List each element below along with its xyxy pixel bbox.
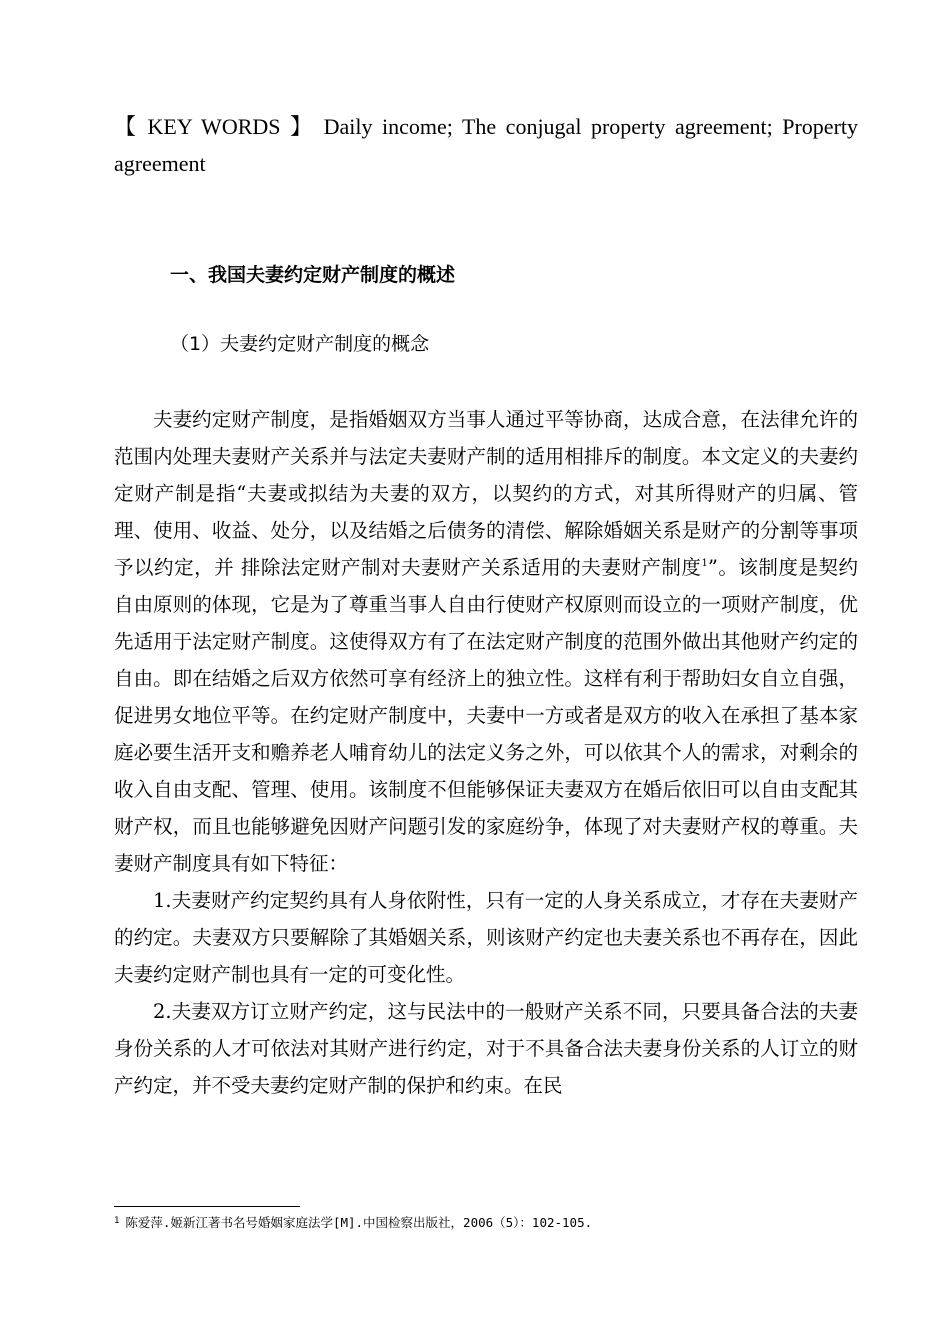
paragraph-definition [114, 401, 858, 882]
keywords-label: 【 KEY WORDS 】 [114, 114, 315, 139]
keywords-text: Daily income; The conjugal property agreement; Property agreement [114, 114, 859, 176]
paragraph-definition-part2: ”。该制度是契约自由原则的体现，它是为了尊重当事人自由行使财产权原则而设立的一项财产制度，优先适用于法定财产制度。这使得双方有了在法定财产制度的范围外做出其他财产约定的自由。即在结婚之后双方依然可享有经济上的独立性。这样有利于帮助妇女自立自强，促进男女地位平等。在约定财产制度中，夫妻中一方或者是双方的收入在承担了基本家庭必要生活开支和赡养老人哺育幼儿的法定义务之外，可以依其个人的需求，对剩余的收入自由支配、管理、使用。该制度不但能够保证夫妻双方在婚后依旧可以自由支配其财产权，而且也能够避免因财产问题引发的家庭纷争，体现了对夫妻财产权的尊重。夫妻财产制度具有如下特征： [114, 556, 858, 875]
paragraph-feature-1: 1.夫妻财产约定契约具有人身依附性，只有一定的人身关系成立，才存在夫妻财产的约定。夫妻双方只要解除了其婚姻关系，则该财产约定也夫妻关系也不再存在，因此夫妻约定财产制也具有一定的可变化性。 [114, 889, 858, 986]
footnote-reference[interactable]: 1 [701, 558, 708, 569]
paragraph-definition-part1: 夫妻约定财产制度，是指婚姻双方当事人通过平等协商，达成合意，在法律允许的范围内处理夫妻财产关系并与法定夫妻财产制的适用相排斥的制度。本文定义的夫妻约定财产制是指“夫妻或拟结为夫妻的双方，以契约的方式，对其所得财产的归属、管理、使用、收益、处分，以及结婚之后债务的清偿、解除婚姻关系是财产的分割等事项予以约定，并 排除法定财产制对夫妻财产关系适用的夫妻财产制度 [114, 408, 858, 579]
footnote-divider [114, 1206, 300, 1207]
footnote-text: 陈爱萍.姬新江著书名号婚姻家庭法学[M].中国检察出版社，2006（5）：102-105. [125, 1215, 593, 1230]
footnote [114, 1211, 858, 1233]
keywords-paragraph [114, 108, 858, 182]
paragraph-feature-2: 2.夫妻双方订立财产约定，这与民法中的一般财产关系不同，只要具备合法的夫妻身份关系的人才可依法对其财产进行约定，对于不具备合法夫妻身份关系的人订立的财产约定，并不受夫妻约定财产制的保护和约束。在民 [114, 1000, 858, 1097]
footnote-mark: 1 [114, 1216, 120, 1226]
body-text [114, 401, 858, 1104]
subsection-heading: （1）夫妻约定财产制度的概念 [170, 333, 430, 355]
section-heading: 一、我国夫妻约定财产制度的概述 [170, 264, 456, 286]
